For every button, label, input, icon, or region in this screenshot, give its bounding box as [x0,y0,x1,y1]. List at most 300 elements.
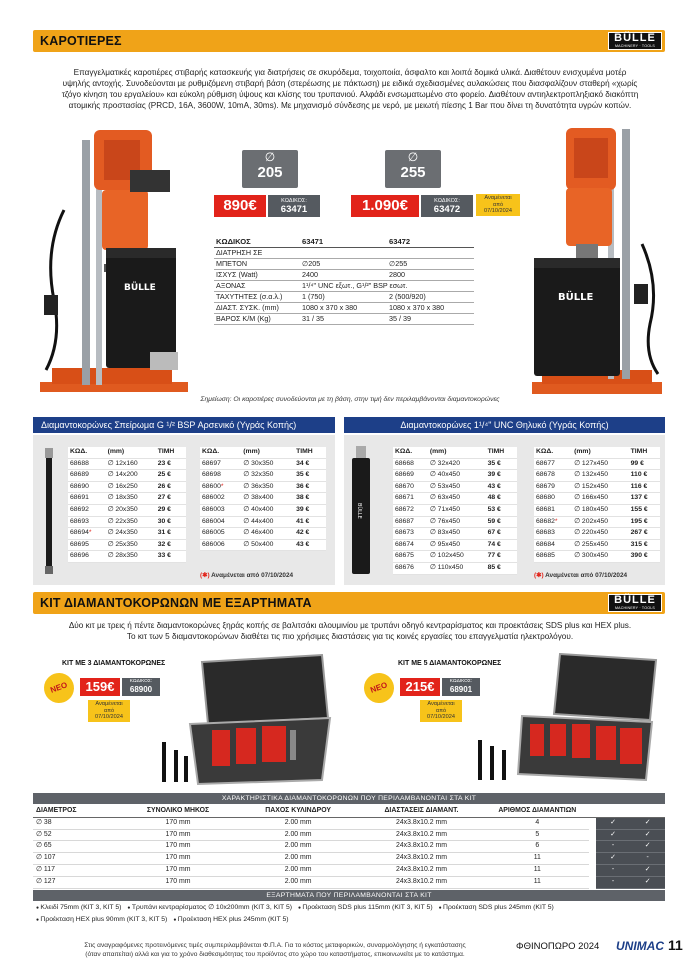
price-68900: 159€ [80,678,120,696]
kit3-label: ΚΙΤ ΜΕ 3 ΔΙΑΜΑΝΤΟΚΟΡΩΝΕΣ [62,660,166,667]
spec-cell [300,248,387,259]
footer-disclaimer: Στις αναγραφόμενες προτεινόμενες τιμές συμπεριλαμβάνεται Φ.Π.Α. Για το κόστος μεταφορικών, συναρμολόγησης ή εγκατάστασης (όταν απαιτείται) αλλά και για το χρόνο διαθεσιμότητας του προϊόντος στο χώρο του καταστήματος, επικοινωνείτε με το κατάστημα. [84,942,466,958]
spec-row [214,292,474,303]
core-size: ∅ 110x450 [428,562,486,574]
core-code [68,504,106,516]
core-header-cell: ΚΩΔ. [534,447,572,458]
code-badge-63472: ΚΩΔΙΚΟΣ: 63472 [421,195,473,217]
core-code-text: 68677 [536,459,555,467]
core-price: 43 € [294,539,326,551]
core-code-text: 68697 [202,459,221,467]
kit-cell: 2.00 mm [239,817,358,829]
spec-cell: ΤΑΧΥΤΗΤΕΣ (σ.α.λ.) [214,292,300,303]
bullet-icon: ● [438,905,444,911]
core-code [534,551,572,563]
core-code-text: 68673 [395,529,414,537]
core-row [534,481,660,493]
spec-cell: ΚΩΔΙΚΟΣ [214,237,300,248]
accessory-item: Τρυπάνι κεντραρίσματος ∅ 10x200mm (ΚΙΤ 3, ΚΙΤ 5) [131,904,292,911]
core-header-cell: ΤΙΜΗ [629,447,660,458]
core-price: 74 € [486,539,517,551]
spec-cell: ΔΙΑΣΤ. ΣΥΣΚ. (mm) [214,303,300,314]
kit-cell: 24x3.8x10.2 mm [358,841,486,853]
core-code [200,516,241,528]
season-label: ΦΘΙΝΟΠΩΡΟ 2024 [516,941,600,952]
diameter-badge-205: ∅ 205 [242,150,298,188]
spec-cell: 1080 x 370 x 380 [387,303,474,314]
core-size: ∅ 28x350 [106,551,156,563]
kit-cell: ∅ 127 [33,876,117,888]
section-header-core-drills [33,30,665,52]
core-size: ∅ 18x350 [106,493,156,505]
core-row [534,551,660,563]
core-size: ∅ 180x450 [572,504,629,516]
kit-characteristics-table [33,806,665,889]
core-price: 38 € [294,493,326,505]
kit-inclusion-mark: - [596,864,631,876]
core-code [68,528,106,540]
availability-star-icon: * [88,529,92,537]
accessory-item: Κλειδί 75mm (ΚΙΤ 3, ΚΙΤ 5) [40,904,122,911]
core-price: 33 € [156,551,186,563]
svg-text:BÜLLE: BÜLLE [124,283,156,293]
core-size: ∅ 46x400 [241,528,294,540]
core-code [200,493,241,505]
core-code [200,528,241,540]
core-price: 27 € [156,493,186,505]
core-size: ∅ 22x350 [106,516,156,528]
kit-header-cell: ΑΡΙΘΜΟΣ ΔΙΑΜΑΝΤΙΩΝ [485,806,589,817]
kit-cell: 24x3.8x10.2 mm [358,864,486,876]
core-size: ∅ 20x350 [106,504,156,516]
new-badge-kit3: ΝΕΟ [40,669,78,707]
spec-cell: 63471 [300,237,387,248]
core-price: 26 € [156,481,186,493]
core-row [200,504,326,516]
kit-cell: 2.00 mm [239,864,358,876]
core-size: ∅ 53x450 [428,481,486,493]
availability-badge-68900: Αναμένεται από 07/10/2024 [88,700,130,722]
kit-cell: 170 mm [117,853,238,865]
kit-table-title: ΧΑΡΑΚΤΗΡΙΣΤΙΚΑ ΔΙΑΜΑΝΤΟΚΟΡΩΝΩΝ ΠΟΥ ΠΕΡΙΛΑΜΒΑΝΟΝΤΑΙ ΣΤΑ ΚΙΤ [33,793,665,804]
kit3-case-image [150,650,334,788]
right-availability-note: (✱) Αναμένεται από 07/10/2024 [534,572,628,579]
core-size: ∅ 95x450 [428,539,486,551]
spec-cell: ΙΣΧΥΣ (Watt) [214,270,300,281]
core-code-text: 68600 [202,482,221,490]
core-price: 390 € [629,551,660,563]
kit-inclusion-mark: ✓ [630,817,665,829]
core-row [200,516,326,528]
kit-inclusion-mark: ✓ [630,876,665,888]
spec-cell: 63472 [387,237,474,248]
core-size: ∅ 63x450 [428,493,486,505]
core-row [534,516,660,528]
core-size: ∅ 255x450 [572,539,629,551]
spec-cell: ΔΙΑΤΡΗΣΗ ΣΕ [214,248,300,259]
thin-core-bit-image [36,448,62,576]
core-price: 59 € [486,516,517,528]
core-code [534,539,572,551]
core-size: ∅ 127x450 [572,458,629,470]
kits-description: Δύο κιτ με τρεις ή πέντε διαμαντοκορώνες ξηράς κοπής σε βαλιτσάκι αλουμινίου με τρυπάνι οδηγό κεντραρίσματος και προεκτάσεις SDS plus και HEX plus. Το κιτ των 5 διαμαντοκορώνων διαθέτει τις πιο χρήσιμες διαστάσεις για τις κοινές εργασίες του επαγγελματία ηλεκτρολόγου. [68,621,632,641]
kit-inclusion-mark: ✓ [630,864,665,876]
core-code [534,470,572,482]
core-row [68,539,186,551]
svg-text:BÜLLE: BÜLLE [356,503,362,519]
core-row [393,493,517,505]
core-code-text: 686003 [202,505,225,513]
core-row [393,470,517,482]
core-code-text: 68670 [395,482,414,490]
accessories-line-2 [36,914,295,926]
core-header-cell: ΤΙΜΗ [486,447,517,458]
code-badge-68901: ΚΩΔΙΚΟΣ: 68901 [442,678,480,696]
core-code-text: 68685 [536,552,555,560]
core-row [393,562,517,574]
core-code-text: 68680 [536,494,555,502]
core-code-text: 68694 [70,529,89,537]
kit-row [33,817,665,829]
right-cores-table-b [534,447,660,563]
bulle-logo: BÜLLE MACHINERY · TOOLS [608,32,662,50]
core-price: 315 € [629,539,660,551]
core-size: ∅ 102x450 [428,551,486,563]
left-cores-title: Διαμαντοκορώνες Σπείρωμα G ¹/² BSP Αρσενικό (Υγράς Κοπής) [33,417,335,433]
core-size: ∅ 202x450 [572,516,629,528]
core-price: 48 € [486,493,517,505]
core-code-text: 68693 [70,517,89,525]
bullet-icon: ● [36,905,41,911]
core-code-text: 68672 [395,505,414,513]
core-table-header [534,447,660,458]
core-row [534,528,660,540]
wide-core-bit-image [348,446,374,578]
page-number: 11 [668,937,683,953]
core-price: 35 € [486,458,517,470]
core-header-cell: ΤΙΜΗ [294,447,326,458]
kit-header-cell: ΣΥΝΟΛΙΚΟ ΜΗΚΟΣ [117,806,238,817]
kit-cell: 2.00 mm [239,841,358,853]
core-code-text: 68691 [70,494,89,502]
spec-cell: ΑΞΟΝΑΣ [214,281,300,292]
accessory-item: Προέκταση SDS plus 115mm (ΚΙΤ 3, ΚΙΤ 5) [302,904,433,911]
core-code [393,528,428,540]
code-badge-68900: ΚΩΔΙΚΟΣ: 68900 [122,678,160,696]
core-size: ∅ 152x450 [572,481,629,493]
section-description: Επαγγελματικές καροτιέρες στιβαρής κατασκευής για διατρήσεις σε σκυρόδεμα, τοιχοποιία, άσφαλτο και λοιπά δομικά υλικά. Διαθέτουν ενισχυμένα μοτέρ υψηλής αντοχής. Συνοδεύονται με ρυθμιζόμενη στιβαρή βάση (στερέωσης με πάκτωση) με ειδικά σχεδιασμένες αυλακώσεις που διασφαλίζουν σταθερή «χωρίς τζόγο κίνηση του εργαλείου» και εύκολη ρύθμιση ύψους και κλίσης του τρυπανιού. Αλφάδι ενσωματωμένο στο φορείο. Διαθέτουν αντιηλεκτροπληξιακό διακόπτη ατομικής προστασίας (PRCD, 16A, 3600W, 10mA, 30ms). Με μηχανισμό σύνδεσης με νερό, με μειωτή πίεσης 1 Bar που δίνει τη δυνατότητα υγρών κοπών. [61,68,639,110]
core-code [534,493,572,505]
core-table-header [200,447,326,458]
core-size: ∅ 132x450 [572,470,629,482]
kit-inclusion-mark: - [596,841,631,853]
core-row [200,470,326,482]
spec-cell: 1 (750) [300,292,387,303]
kit-cell: 2.00 mm [239,853,358,865]
kit-cell: 5 [485,829,589,841]
accessory-item: Προέκταση SDS plus 245mm (ΚΙΤ 5) [443,904,554,911]
kit-cell: ∅ 65 [33,841,117,853]
core-code [534,516,572,528]
core-price: 29 € [156,504,186,516]
spec-table [214,237,474,325]
core-price: 30 € [156,516,186,528]
spec-cell: 1¹/⁴" UNC εξωτ., G¹/²" BSP εσωτ. [300,281,474,292]
core-size: ∅ 300x450 [572,551,629,563]
core-row [393,481,517,493]
kit-cell: 11 [485,864,589,876]
right-cores-table-a [393,447,517,575]
core-price: 39 € [486,470,517,482]
price-68901: 215€ [400,678,440,696]
availability-badge-68901: Αναμένεται από 07/10/2024 [420,700,462,722]
spec-cell: ΒΑΡΟΣ Κ/Μ (Kg) [214,314,300,325]
kit-row [33,876,665,888]
bullet-icon: ● [173,917,178,923]
core-code [68,516,106,528]
core-price: 53 € [486,504,517,516]
core-code-text: 68681 [536,505,555,513]
core-header-cell: (mm) [572,447,629,458]
spec-row [214,237,474,248]
core-row [200,458,326,470]
diameter-badge-255: ∅ 255 [385,150,441,188]
core-header-cell: ΤΙΜΗ [156,447,186,458]
core-row [393,539,517,551]
core-row [534,539,660,551]
kit-cell: 11 [485,853,589,865]
core-table-header [393,447,517,458]
kit-header-cell: ΠΑΧΟΣ ΚΥΛΙΝΔΡΟΥ [239,806,358,817]
core-code [68,551,106,563]
kit-row [33,853,665,865]
core-code-text: 68696 [70,552,89,560]
core-table-header [68,447,186,458]
core-price: 99 € [629,458,660,470]
core-code-text: 68687 [395,517,414,525]
core-code [393,470,428,482]
core-code [393,481,428,493]
core-code-text: 686002 [202,494,225,502]
core-row [534,458,660,470]
core-code-text: 68676 [395,563,414,571]
core-code-text: 68689 [70,471,89,479]
section-header-kits [33,592,665,614]
core-code [534,528,572,540]
core-code [393,516,428,528]
core-row [393,551,517,563]
section-title: ΚΑΡΟΤΙΕΡΕΣ [40,34,122,48]
core-row [68,493,186,505]
kit-cell: 24x3.8x10.2 mm [358,853,486,865]
core-size: ∅ 25x350 [106,539,156,551]
bulle-logo-2: BÜLLE MACHINERY · TOOLS [608,594,662,612]
kit-inclusion-mark: ✓ [630,841,665,853]
kit-inclusion-mark: - [596,876,631,888]
kit-header-cell: ΔΙΑΜΕΤΡΟΣ [33,806,117,817]
kit-row [33,864,665,876]
core-row [200,539,326,551]
core-price: 39 € [294,504,326,516]
core-row [393,504,517,516]
core-price: 43 € [486,481,517,493]
core-price: 77 € [486,551,517,563]
core-drill-255-image [522,124,667,396]
core-price: 34 € [294,458,326,470]
core-size: ∅ 40x400 [241,504,294,516]
core-size: ∅ 32x350 [241,470,294,482]
core-code [393,493,428,505]
availability-star-icon: * [220,482,224,490]
core-size: ∅ 40x450 [428,470,486,482]
kit-cell: ∅ 52 [33,829,117,841]
core-code-text: 68678 [536,471,555,479]
core-size: ∅ 16x250 [106,481,156,493]
core-row [68,551,186,563]
accessory-item: Προέκταση HEX plus 245mm (ΚΙΤ 5) [177,916,289,923]
core-code [534,458,572,470]
kit-cell: ∅ 107 [33,853,117,865]
spec-cell: ∅255 [387,259,474,270]
core-code [200,539,241,551]
core-size: ∅ 12x160 [106,458,156,470]
left-availability-note: (✱) Αναμένεται από 07/10/2024 [200,572,294,579]
kit-header-cell: ΚΙΤ 3 [596,806,631,817]
kit-cell: 11 [485,876,589,888]
kit-row [33,841,665,853]
core-price: 25 € [156,470,186,482]
kit-inclusion-mark: ✓ [596,817,631,829]
core-price: 41 € [294,516,326,528]
kit-cell: 170 mm [117,864,238,876]
core-size: ∅ 71x450 [428,504,486,516]
price-63471: 890€ [214,195,266,217]
core-price: 137 € [629,493,660,505]
core-code [200,504,241,516]
kit-cell: 2.00 mm [239,876,358,888]
core-code [393,551,428,563]
kit-table-header [33,806,665,817]
core-code-text: 68690 [70,482,89,490]
core-size: ∅ 30x350 [241,458,294,470]
spec-row [214,270,474,281]
core-row [534,493,660,505]
spec-cell: 2800 [387,270,474,281]
core-price: 35 € [294,470,326,482]
core-size: ∅ 50x400 [241,539,294,551]
core-code [68,481,106,493]
core-row [534,470,660,482]
core-price: 195 € [629,516,660,528]
kit-cell: 6 [485,841,589,853]
kit-cell: 24x3.8x10.2 mm [358,829,486,841]
core-row [200,481,326,493]
spec-row [214,303,474,314]
core-code [68,493,106,505]
core-code [200,481,241,493]
core-row [68,528,186,540]
core-row [68,504,186,516]
availability-badge-63472: Αναμένεται από 07/10/2024 [476,194,520,216]
core-size: ∅ 14x200 [106,470,156,482]
core-code [393,539,428,551]
core-row [200,528,326,540]
core-code [200,470,241,482]
core-code [68,539,106,551]
core-price: 67 € [486,528,517,540]
spec-row [214,259,474,270]
kit-cell: 170 mm [117,829,238,841]
spec-cell: 2400 [300,270,387,281]
core-price: 155 € [629,504,660,516]
core-row [393,528,517,540]
core-price: 267 € [629,528,660,540]
kit-inclusion-mark: ✓ [596,829,631,841]
core-header-cell: (mm) [106,447,156,458]
core-code [534,481,572,493]
core-code-text: 68671 [395,494,414,502]
core-row [200,493,326,505]
core-code-text: 68683 [536,529,555,537]
core-header-cell: ΚΩΔ. [68,447,106,458]
core-code-text: 68695 [70,540,89,548]
core-code-text: 68674 [395,540,414,548]
core-price: 36 € [294,481,326,493]
core-header-cell: ΚΩΔ. [393,447,428,458]
left-cores-table-a [68,447,186,563]
kit5-label: ΚΙΤ ΜΕ 5 ΔΙΑΜΑΝΤΟΚΟΡΩΝΕΣ [398,660,502,667]
core-price: 110 € [629,470,660,482]
core-code [393,504,428,516]
spec-cell: 1080 x 370 x 380 [300,303,387,314]
kit-inclusion-mark: - [630,853,665,865]
core-row [68,470,186,482]
spec-cell: 35 / 39 [387,314,474,325]
core-size: ∅ 166x450 [572,493,629,505]
bullet-icon: ● [298,905,303,911]
core-row [393,516,517,528]
core-price: 31 € [156,528,186,540]
unimac-logo: UNIMAC [616,939,664,953]
accessory-item: Προέκταση HEX plus 90mm (ΚΙΤ 3, ΚΙΤ 5) [40,916,168,923]
core-size: ∅ 76x450 [428,516,486,528]
core-code-text: 68675 [395,552,414,560]
core-header-cell: ΚΩΔ. [200,447,241,458]
core-size: ∅ 24x350 [106,528,156,540]
core-code-text: 686005 [202,529,225,537]
kit-inclusion-mark: ✓ [596,853,631,865]
kit-cell: ∅ 38 [33,817,117,829]
stand-note: Σημείωση: Οι καροτιέρες συνοδεύονται με τη βάση, στην τιμή δεν περιλαμβάνονται διαμαντοκορώνες [200,396,500,403]
kit-header-cell: ΚΙΤ 5 [630,806,665,817]
core-price: 42 € [294,528,326,540]
core-drill-205-image [34,120,204,395]
availability-star-icon: * [554,517,558,525]
core-row [68,458,186,470]
kit-cell: 24x3.8x10.2 mm [358,876,486,888]
kit-cell: ∅ 117 [33,864,117,876]
core-code-text: 68669 [395,471,414,479]
core-price: 116 € [629,481,660,493]
kit-cell: 170 mm [117,817,238,829]
spec-row [214,314,474,325]
spec-cell: ∅205 [300,259,387,270]
kit-cell: 24x3.8x10.2 mm [358,817,486,829]
core-code [393,562,428,574]
core-code [200,458,241,470]
core-code-text: 68682 [536,517,555,525]
core-row [534,504,660,516]
